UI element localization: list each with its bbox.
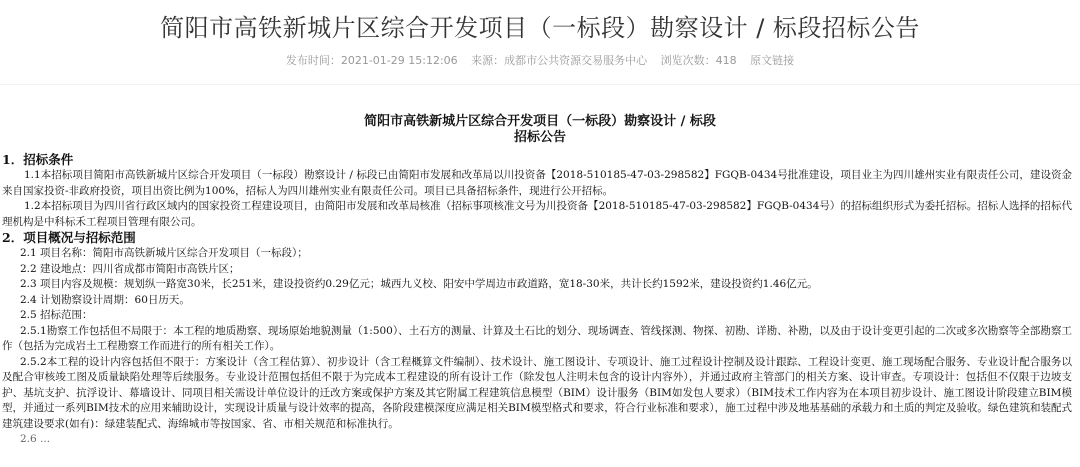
item-2-3: 2.3 项目内容及规模：规划纵一路宽30米，长251米，建设投资约0.29亿元；城西九义校、阳安中学周边市政道路，宽18-30米，共计长约1592米，建设投资约1.46亿元。: [20, 278, 818, 290]
original-link[interactable]: 原文链接: [750, 54, 795, 67]
section-1-2: 1.2本招标项目为四川省行政区域内的国家投资工程建设项目，由简阳市发展和改革局核准（招标事项核准文号为川投资备【2018-510185-47-03-298582】FGQB-0434号）的招标组织形式为委托招标。招标人选择的招标代理机构是中科标禾工程项目管理有限公司。: [2, 200, 1072, 228]
publish-time: 发布时间：2021-01-29 15:12:06: [285, 54, 458, 67]
meta-info: [0, 52, 1080, 68]
document-title-line1: 简阳市高铁新城片区综合开发项目（一标段）勘察设计 / 标段: [364, 114, 716, 129]
document-title-line2: 招标公告: [513, 130, 566, 145]
section-1-1: 1.1本招标项目简阳市高铁新城片区综合开发项目（一标段）勘察设计 / 标段已由简阳市发展和改革局以川投资备【2018-510185-47-03-298582】FGQB-0434号批准建设，项目业主为四川雄州实业有限责任公司，建设资金来自国家投资-非政府投资，项目出资比例为100%，招标人为四川雄州实业有限责任公司。项目已具备招标条件，现进行公开招标。: [2, 169, 1072, 197]
page-title: 简阳市高铁新城片区综合开发项目（一标段）勘察设计 / 标段招标公告: [160, 14, 920, 42]
item-2-4: 2.4 计划勘察设计周期：60日历天。: [20, 293, 190, 306]
item-2-5-1: 2.5.1勘察工作包括但不局限于：本工程的地质勘察、现场原始地貌测量（1:500）、土石方的测量、计算及土石比的划分、现场调查、管线探测、物探、初勘、详勘、补勘，以及由于设计变更引起的二次或多次勘察等全部勘察工作（包括为完成岩土工程勘察工作而进行的所有相关工作）。: [2, 324, 1072, 352]
item-2-1: 2.1 项目名称：简阳市高铁新城片区综合开发项目（一标段）；: [20, 247, 308, 259]
divider: [0, 84, 1080, 85]
item-2-5-2: 2.5.2本工程的设计内容包括但不限于：方案设计（含工程估算）、初步设计（含工程概算文件编制）、技术设计、施工图设计、专项设计、施工过程设计控制及设计跟踪、工程设计变更、施工现场配合服务、专业设计配合服务以及配合审核竣工图及质量缺陷处理等后续服务。专业设计范围包括但不限于为完成本工程建设的所有设计工作（除发包人注明未包含的设计内容外），并通过政府主管部门的相关方案、设计审查。专项设计：包括但不仅限于边坡支护、基坑支护、抗浮设计、幕墙设计、同项目相关需设计单位设计的迁改方案或保护方案及其它附属工程建筑信息模型（BIM）设计服务（BIM如发包人要求）（BIM技术工作内容为在本项目初步设计、施工图设计阶段建立BIM模型，并通过一系列BIM技术的应用来辅助设计，实现设计质量与设计效率的提高，各阶段建模深度应满足相关BIM模型格式和要求，符合行业标准和要求），施工过程中涉及地基基础的承载力和土质的判定及验收。绿色建筑和装配式建筑建设要求(如有)：绿建装配式、海绵城市等按国家、省、市相关规范和标准执行。: [2, 355, 1072, 430]
section-1-heading: 1．招标条件: [2, 152, 74, 167]
item-2-5: 2.5 招标范围：: [20, 309, 93, 321]
source: 来源：成都市公共资源交易服务中心: [471, 54, 648, 67]
document-body: [2, 152, 1072, 448]
view-count: 浏览次数：418: [660, 54, 737, 67]
document-title: [0, 114, 1080, 146]
section-2-heading: 2．项目概况与招标范围: [2, 230, 136, 245]
item-2-6: 2.6 ...: [20, 433, 51, 445]
item-2-2: 2.2 建设地点：四川省成都市简阳市高铁片区；: [20, 262, 240, 275]
